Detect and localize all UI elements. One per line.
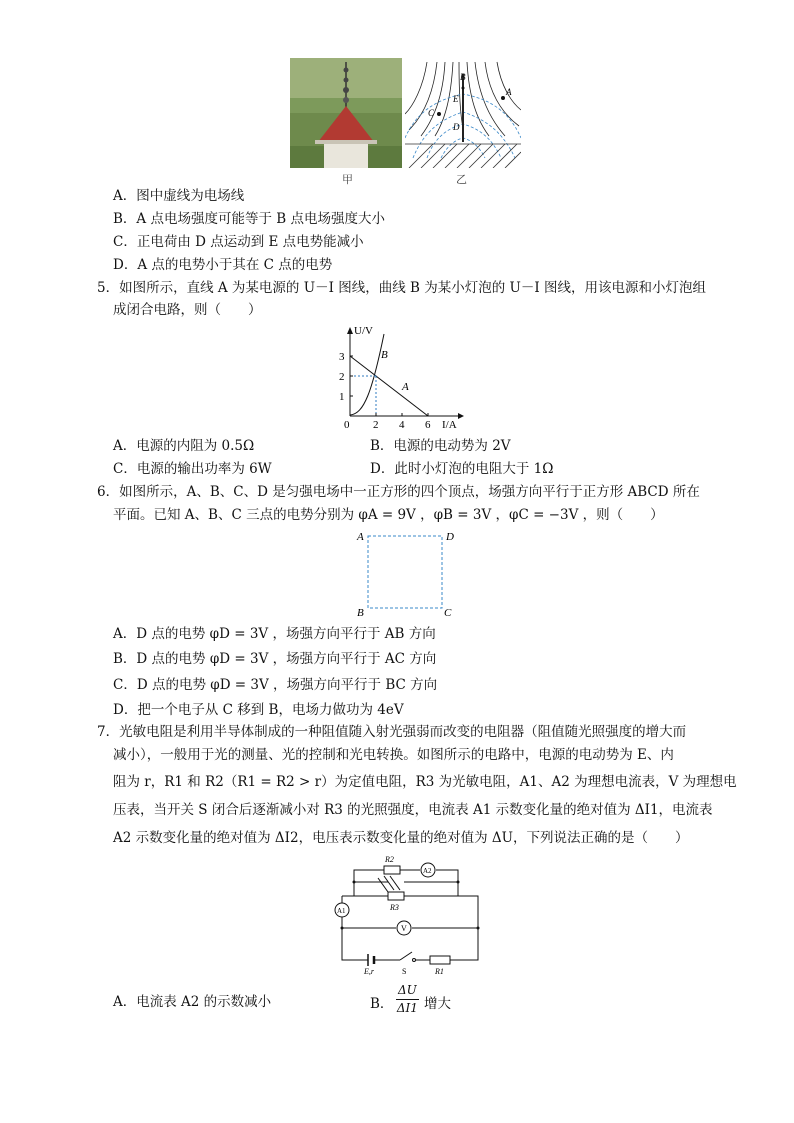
y-axis-label: U/V [354, 325, 373, 337]
q5-option-b: B．电源的电动势为 2V [370, 438, 511, 454]
q6-stem-line1: 6．如图所示，A、B、C、D 是匀强电场中一正方形的四个顶点，场强方向平行于正方形 ABCD 所在 [97, 484, 700, 500]
q6-option-d: D．把一个电子从 C 移到 B，电场力做功为 4eV [113, 702, 404, 718]
label-a2: A2 [423, 867, 432, 875]
curve-b-label: B [381, 349, 388, 361]
label-switch: S [402, 967, 407, 976]
q6-option-c: C．D 点的电势 φD = 3V ，场强方向平行于 BC 方向 [113, 677, 438, 693]
q6-stem-line2: 平面。已知 A、B、C 三点的电势分别为 φA = 9V ，φB = 3V ，φC = −3V ，则（ ） [113, 507, 664, 523]
x-tick-4: 4 [399, 419, 405, 430]
photo-figure [290, 58, 402, 168]
line-a-label: A [402, 381, 409, 393]
label-e: E [453, 94, 459, 104]
q7-option-a: A．电流表 A2 的示数减小 [113, 994, 272, 1010]
label-r1: R1 [435, 967, 444, 976]
x-tick-2: 2 [373, 419, 379, 430]
q4-option-d: D．A 点的电势小于其在 C 点的电势 [113, 257, 333, 273]
q6-option-b: B．D 点的电势 φD = 3V ，场强方向平行于 AC 方向 [113, 651, 437, 667]
field-line-diagram [405, 58, 521, 168]
vertex-d: D [446, 531, 454, 543]
q7-stem-line2: 减小），一般用于光的测量、光的控制和光电转换。如图所示的电路中，电源的电动势为 E、内 [113, 747, 674, 763]
q7-stem-line4: 压表，当开关 S 闭合后逐渐减小对 R3 的光照强度，电流表 A1 示数变化量的绝对值为 ΔI1，电流表 [113, 802, 713, 818]
diagram-caption: 乙 [456, 173, 467, 186]
x-axis-label: I/A [442, 419, 457, 430]
label-r2: R2 [385, 855, 394, 864]
q7-stem-line1: 7．光敏电阻是利用半导体制成的一种阻值随入射光强弱而改变的电阻器（阻值随光照强度的增大而 [97, 724, 687, 740]
y-tick-1: 1 [339, 391, 345, 403]
q7-stem-line5: A2 示数变化量的绝对值为 ΔI2，电压表示数变化量的绝对值为 ΔU，下列说法正确的是（ ） [113, 830, 689, 846]
q6-option-a: A．D 点的电势 φD = 3V ，场强方向平行于 AB 方向 [113, 626, 436, 642]
label-a1: A1 [337, 907, 346, 915]
q7-stem-line3: 阻为 r，R1 和 R2（R1 = R2 > r）为定值电阻，R3 为光敏电阻，A1、A2 为理想电流表，V 为理想电 [113, 774, 737, 790]
q5-option-c: C．电源的输出功率为 6W [113, 461, 272, 477]
label-v: V [401, 924, 407, 933]
x-tick-0: 0 [344, 419, 350, 430]
photo-caption: 甲 [342, 173, 353, 186]
y-tick-3: 3 [339, 351, 345, 363]
q7-option-b-suffix: 增大 [424, 996, 451, 1012]
q7-option-b-prefix: B． [370, 996, 394, 1012]
x-tick-6: 6 [425, 419, 431, 430]
q7-option-b-fraction [396, 982, 419, 1017]
vertex-b: B [357, 607, 364, 618]
fraction-numerator: ΔU [396, 982, 419, 1000]
label-emf: E,r [364, 967, 374, 976]
q4-option-b: B．A 点电场强度可能等于 B 点电场强度大小 [113, 211, 385, 227]
label-r3: R3 [390, 903, 399, 912]
q7-circuit-diagram [328, 852, 486, 976]
label-d: D [453, 122, 460, 132]
q4-option-c: C．正电荷由 D 点运动到 E 点电势能减小 [113, 234, 364, 250]
vertex-c: C [444, 607, 452, 618]
q4-option-a: A．图中虚线为电场线 [113, 188, 245, 204]
label-b: B [460, 72, 466, 82]
fraction-denominator: ΔI1 [396, 1001, 418, 1015]
q5-option-d: D．此时小灯泡的电阻大于 1Ω [370, 461, 554, 477]
q6-square-diagram [355, 528, 465, 618]
label-c: C [428, 108, 435, 118]
vertex-a: A [357, 531, 364, 543]
q5-stem-line1: 5．如图所示，直线 A 为某电源的 U－I 图线，曲线 B 为某小灯泡的 U－I 图线，用该电源和小灯泡组 [97, 280, 707, 296]
y-tick-2: 2 [339, 371, 345, 383]
q5-stem-line2: 成闭合电路，则（ ） [113, 302, 262, 318]
q5-option-a: A．电源的内阻为 0.5Ω [113, 438, 255, 454]
q5-ui-graph [330, 322, 480, 430]
label-a: A [506, 87, 512, 97]
